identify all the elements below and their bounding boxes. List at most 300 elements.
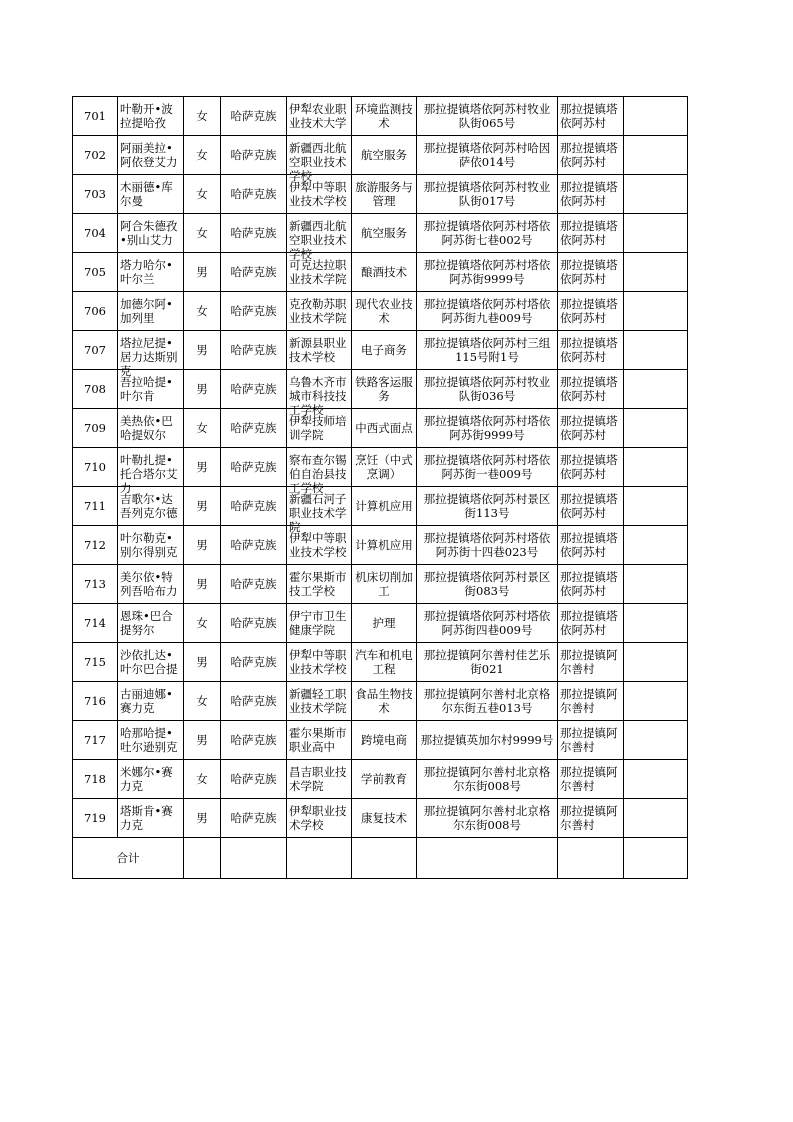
village-cell <box>558 526 624 565</box>
table-row <box>73 760 688 799</box>
table-row <box>73 682 688 721</box>
name-cell <box>118 487 184 526</box>
ethnicity-text: 哈萨克族 <box>230 343 277 357</box>
gender-text: 男 <box>196 343 208 357</box>
name-cell <box>118 370 184 409</box>
school-text: 新疆西北航空职业技术学校 <box>289 141 347 183</box>
address-text: 那拉提镇阿尔善村北京格尔东街008号 <box>423 765 551 793</box>
name-text: 米娜尔•赛力克 <box>120 765 173 793</box>
gender-cell <box>184 136 221 175</box>
village-text: 那拉提镇塔依阿苏村 <box>560 375 618 403</box>
major-text: 铁路客运服务 <box>355 375 413 403</box>
school-cell <box>287 409 352 448</box>
major-text: 航空服务 <box>361 226 407 240</box>
row-number-cell <box>73 331 118 370</box>
address-text: 那拉提镇塔依阿苏村塔依阿苏街9999号 <box>423 414 551 442</box>
gender-text: 女 <box>196 109 208 123</box>
school-text: 克孜勒苏职业技术学院 <box>289 297 347 325</box>
ethnicity-text: 哈萨克族 <box>230 694 277 708</box>
gender-cell <box>184 604 221 643</box>
school-text: 霍尔果斯市职业高中 <box>289 726 347 754</box>
name-text: 叶勒开•波拉提哈孜 <box>120 102 173 130</box>
name-text: 阿丽美拉•阿依登艾力 <box>120 141 178 169</box>
table-row <box>73 799 688 838</box>
school-text: 新疆石河子职业技术学院 <box>289 492 347 534</box>
major-text: 康复技术 <box>361 811 407 825</box>
gender-text: 男 <box>196 382 208 396</box>
address-text: 那拉提镇塔依阿苏村三组115号附1号 <box>423 336 551 364</box>
ethnicity-cell <box>221 799 287 838</box>
name-text: 哈那哈提•吐尔逊别克 <box>120 726 178 754</box>
village-text: 那拉提镇阿尔善村 <box>560 726 618 754</box>
row-number-text: 705 <box>84 265 106 279</box>
village-text: 那拉提镇塔依阿苏村 <box>560 258 618 286</box>
table-row <box>73 136 688 175</box>
address-cell <box>417 565 558 604</box>
total-cell <box>352 838 417 879</box>
address-text: 那拉提镇塔依阿苏村塔依阿苏街十四巷023号 <box>423 531 551 559</box>
ethnicity-cell <box>221 643 287 682</box>
school-cell <box>287 253 352 292</box>
village-cell <box>558 799 624 838</box>
major-cell <box>352 565 417 604</box>
ethnicity-text: 哈萨克族 <box>230 460 277 474</box>
school-text: 伊犁农业职业技术大学 <box>289 102 347 130</box>
address-text: 那拉提镇塔依阿苏村塔依阿苏街九巷009号 <box>423 297 551 325</box>
name-cell <box>118 799 184 838</box>
ethnicity-cell <box>221 136 287 175</box>
major-text: 跨境电商 <box>361 733 407 747</box>
major-text: 航空服务 <box>361 148 407 162</box>
major-cell <box>352 448 417 487</box>
major-text: 现代农业技术 <box>355 297 413 325</box>
empty-cell <box>624 136 688 175</box>
name-cell <box>118 331 184 378</box>
ethnicity-text: 哈萨克族 <box>230 187 277 201</box>
village-text: 那拉提镇塔依阿苏村 <box>560 453 618 481</box>
school-cell <box>287 487 352 534</box>
ethnicity-cell <box>221 526 287 565</box>
ethnicity-text: 哈萨克族 <box>230 304 277 318</box>
ethnicity-text: 哈萨克族 <box>230 616 277 630</box>
name-text: 叶尔勒克•别尔得别克 <box>120 531 178 559</box>
row-number-cell <box>73 214 118 253</box>
student-table <box>72 96 688 879</box>
empty-cell <box>624 292 688 331</box>
gender-cell <box>184 760 221 799</box>
address-text: 那拉提镇阿尔善村北京格尔东街五巷013号 <box>423 687 551 715</box>
gender-cell <box>184 643 221 682</box>
table-body <box>73 97 688 838</box>
major-text: 计算机应用 <box>355 499 413 513</box>
name-cell <box>118 526 184 565</box>
address-cell <box>417 487 558 526</box>
village-cell <box>558 331 624 370</box>
village-cell <box>558 565 624 604</box>
row-number-text: 708 <box>84 382 106 396</box>
village-cell <box>558 370 624 409</box>
major-cell <box>352 526 417 565</box>
village-cell <box>558 448 624 487</box>
school-text: 可克达拉职业技术学院 <box>289 258 347 286</box>
name-text: 叶勒扎提•托合塔尔艾力 <box>120 453 178 495</box>
empty-cell <box>624 253 688 292</box>
row-number-text: 717 <box>84 733 106 747</box>
ethnicity-cell <box>221 97 287 136</box>
gender-cell <box>184 682 221 721</box>
table-row <box>73 370 688 409</box>
empty-cell <box>624 565 688 604</box>
name-text: 阿合朱德孜•别山艾力 <box>120 219 178 247</box>
school-text: 昌吉职业技术学院 <box>289 765 347 793</box>
school-cell <box>287 448 352 495</box>
name-cell <box>118 136 184 175</box>
row-number-text: 707 <box>84 343 106 357</box>
empty-cell <box>624 409 688 448</box>
total-cell <box>287 838 352 879</box>
address-text: 那拉提镇英加尔村9999号 <box>420 733 554 747</box>
address-text: 那拉提镇塔依阿苏村塔依阿苏街9999号 <box>423 258 551 286</box>
row-number-cell <box>73 760 118 799</box>
name-cell <box>118 721 184 760</box>
address-text: 那拉提镇塔依阿苏村塔依阿苏街一巷009号 <box>423 453 551 481</box>
name-text: 恩珠•巴合提努尔 <box>120 609 173 637</box>
gender-text: 女 <box>196 694 208 708</box>
gender-cell <box>184 253 221 292</box>
name-cell <box>118 448 184 495</box>
empty-cell <box>624 487 688 526</box>
school-text: 伊宁市卫生健康学院 <box>289 609 347 637</box>
ethnicity-text: 哈萨克族 <box>230 382 277 396</box>
gender-cell <box>184 487 221 526</box>
gender-text: 女 <box>196 421 208 435</box>
table-row <box>73 175 688 214</box>
school-cell <box>287 97 352 136</box>
major-cell <box>352 409 417 448</box>
row-number-text: 709 <box>84 421 106 435</box>
gender-text: 男 <box>196 733 208 747</box>
gender-cell <box>184 799 221 838</box>
empty-cell <box>624 604 688 643</box>
major-cell <box>352 136 417 175</box>
row-number-cell <box>73 136 118 175</box>
ethnicity-cell <box>221 604 287 643</box>
name-text: 古丽迪娜•赛力克 <box>120 687 173 715</box>
row-number-text: 716 <box>84 694 106 708</box>
school-text: 伊犁中等职业技术学校 <box>289 648 347 676</box>
address-text: 那拉提镇塔依阿苏村塔依阿苏街七巷002号 <box>423 219 551 247</box>
row-number-text: 702 <box>84 148 106 162</box>
row-number-cell <box>73 253 118 292</box>
row-number-cell <box>73 370 118 409</box>
school-cell <box>287 682 352 721</box>
school-cell <box>287 643 352 682</box>
school-text: 伊犁技师培训学院 <box>289 414 347 442</box>
ethnicity-text: 哈萨克族 <box>230 265 277 279</box>
row-number-cell <box>73 643 118 682</box>
name-cell <box>118 253 184 292</box>
ethnicity-cell <box>221 331 287 370</box>
village-cell <box>558 604 624 643</box>
gender-text: 女 <box>196 148 208 162</box>
major-cell <box>352 643 417 682</box>
gender-text: 男 <box>196 460 208 474</box>
row-number-cell <box>73 175 118 214</box>
name-cell <box>118 409 184 448</box>
row-number-text: 710 <box>84 460 106 474</box>
major-text: 机床切削加工 <box>355 570 413 598</box>
gender-text: 女 <box>196 304 208 318</box>
village-text: 那拉提镇塔依阿苏村 <box>560 102 618 130</box>
ethnicity-text: 哈萨克族 <box>230 811 277 825</box>
row-number-text: 711 <box>84 499 106 513</box>
row-number-text: 713 <box>84 577 106 591</box>
gender-cell <box>184 97 221 136</box>
village-text: 那拉提镇塔依阿苏村 <box>560 414 618 442</box>
ethnicity-text: 哈萨克族 <box>230 226 277 240</box>
school-cell <box>287 214 352 261</box>
address-text: 那拉提镇塔依阿苏村塔依阿苏街四巷009号 <box>423 609 551 637</box>
address-cell <box>417 682 558 721</box>
name-cell <box>118 292 184 331</box>
total-cell <box>184 838 221 879</box>
major-text: 汽车和机电工程 <box>355 648 413 676</box>
village-text: 那拉提镇塔依阿苏村 <box>560 180 618 208</box>
name-text: 木丽德•库尔曼 <box>120 180 173 208</box>
address-text: 那拉提镇塔依阿苏村景区街083号 <box>423 570 551 598</box>
name-cell <box>118 760 184 799</box>
village-cell <box>558 760 624 799</box>
ethnicity-text: 哈萨克族 <box>230 109 277 123</box>
ethnicity-cell <box>221 448 287 487</box>
gender-text: 女 <box>196 772 208 786</box>
table-row <box>73 292 688 331</box>
school-cell <box>287 331 352 370</box>
row-number-cell <box>73 409 118 448</box>
school-cell <box>287 370 352 417</box>
gender-cell <box>184 565 221 604</box>
school-cell <box>287 760 352 799</box>
name-cell <box>118 643 184 682</box>
table-row <box>73 214 688 253</box>
village-text: 那拉提镇塔依阿苏村 <box>560 492 618 520</box>
row-number-text: 714 <box>84 616 106 630</box>
address-cell <box>417 253 558 292</box>
name-text: 吾拉哈提•叶尔肯 <box>120 375 173 403</box>
gender-cell <box>184 409 221 448</box>
address-cell <box>417 292 558 331</box>
name-text: 吉歌尔•达吾列克尔德 <box>120 492 178 520</box>
major-cell <box>352 97 417 136</box>
village-text: 那拉提镇塔依阿苏村 <box>560 219 618 247</box>
table-row <box>73 331 688 370</box>
address-text: 那拉提镇塔依阿苏村牧业队街065号 <box>423 102 551 130</box>
major-text: 计算机应用 <box>355 538 413 552</box>
name-text: 塔斯肯•赛力克 <box>120 804 173 832</box>
name-cell <box>118 97 184 136</box>
table-row <box>73 448 688 487</box>
school-text: 伊犁中等职业技术学校 <box>289 180 347 208</box>
empty-cell <box>624 97 688 136</box>
school-cell <box>287 604 352 643</box>
name-text: 塔拉尼提•居力达斯别克 <box>120 336 178 378</box>
address-cell <box>417 370 558 409</box>
row-number-text: 718 <box>84 772 106 786</box>
village-cell <box>558 643 624 682</box>
ethnicity-cell <box>221 682 287 721</box>
ethnicity-cell <box>221 253 287 292</box>
address-cell <box>417 97 558 136</box>
major-cell <box>352 682 417 721</box>
school-text: 新疆西北航空职业技术学校 <box>289 219 347 261</box>
row-number-cell <box>73 799 118 838</box>
village-text: 那拉提镇塔依阿苏村 <box>560 609 618 637</box>
village-cell <box>558 253 624 292</box>
village-text: 那拉提镇塔依阿苏村 <box>560 297 618 325</box>
village-cell <box>558 682 624 721</box>
major-text: 旅游服务与管理 <box>355 180 413 208</box>
school-text: 新疆轻工职业技术学院 <box>289 687 347 715</box>
gender-text: 男 <box>196 499 208 513</box>
table-row <box>73 409 688 448</box>
major-cell <box>352 487 417 526</box>
major-cell <box>352 214 417 253</box>
school-cell <box>287 292 352 331</box>
village-cell <box>558 487 624 526</box>
ethnicity-text: 哈萨克族 <box>230 499 277 513</box>
row-number-text: 712 <box>84 538 106 552</box>
row-number-text: 703 <box>84 187 106 201</box>
empty-cell <box>624 526 688 565</box>
village-text: 那拉提镇塔依阿苏村 <box>560 570 618 598</box>
gender-cell <box>184 721 221 760</box>
gender-text: 男 <box>196 811 208 825</box>
table-row <box>73 643 688 682</box>
address-cell <box>417 136 558 175</box>
table-row <box>73 487 688 526</box>
village-cell <box>558 721 624 760</box>
ethnicity-text: 哈萨克族 <box>230 148 277 162</box>
village-cell <box>558 175 624 214</box>
village-text: 那拉提镇阿尔善村 <box>560 804 618 832</box>
village-text: 那拉提镇塔依阿苏村 <box>560 336 618 364</box>
gender-text: 女 <box>196 226 208 240</box>
ethnicity-text: 哈萨克族 <box>230 655 277 669</box>
row-number-cell <box>73 682 118 721</box>
major-cell <box>352 175 417 214</box>
school-text: 霍尔果斯市技工学校 <box>289 570 347 598</box>
ethnicity-cell <box>221 721 287 760</box>
empty-cell <box>624 448 688 487</box>
empty-cell <box>624 643 688 682</box>
village-cell <box>558 136 624 175</box>
name-cell <box>118 565 184 604</box>
village-text: 那拉提镇阿尔善村 <box>560 765 618 793</box>
village-text: 那拉提镇阿尔善村 <box>560 687 618 715</box>
name-cell <box>118 604 184 643</box>
village-cell <box>558 97 624 136</box>
row-number-cell <box>73 292 118 331</box>
table-row <box>73 721 688 760</box>
address-cell <box>417 721 558 760</box>
ethnicity-cell <box>221 565 287 604</box>
address-text: 那拉提镇塔依阿苏村哈因萨依014号 <box>423 141 551 169</box>
total-cell <box>417 838 558 879</box>
empty-cell <box>624 175 688 214</box>
gender-cell <box>184 370 221 409</box>
school-cell <box>287 799 352 838</box>
major-cell <box>352 370 417 409</box>
name-text: 美热依•巴哈提奴尔 <box>120 414 173 442</box>
row-number-cell <box>73 97 118 136</box>
major-text: 环境监测技术 <box>355 102 413 130</box>
row-number-cell <box>73 487 118 526</box>
address-cell <box>417 526 558 565</box>
school-text: 察布查尔锡伯自治县技工学校 <box>289 453 347 495</box>
major-cell <box>352 331 417 370</box>
major-text: 酿酒技术 <box>361 265 407 279</box>
major-cell <box>352 292 417 331</box>
major-text: 中西式面点 <box>355 421 413 435</box>
empty-cell <box>624 214 688 253</box>
row-number-cell <box>73 604 118 643</box>
table-row <box>73 604 688 643</box>
row-number-cell <box>73 448 118 487</box>
major-cell <box>352 721 417 760</box>
school-text: 伊犁中等职业技术学校 <box>289 531 347 559</box>
ethnicity-text: 哈萨克族 <box>230 421 277 435</box>
empty-cell <box>624 370 688 409</box>
total-row <box>73 838 688 879</box>
table-row <box>73 526 688 565</box>
village-text: 那拉提镇阿尔善村 <box>560 648 618 676</box>
gender-cell <box>184 175 221 214</box>
empty-cell <box>624 682 688 721</box>
address-cell <box>417 409 558 448</box>
school-text: 新源县职业技术学校 <box>289 336 347 364</box>
table-row <box>73 253 688 292</box>
school-cell <box>287 721 352 760</box>
empty-cell <box>624 331 688 370</box>
ethnicity-cell <box>221 214 287 253</box>
table-row <box>73 565 688 604</box>
ethnicity-text: 哈萨克族 <box>230 772 277 786</box>
name-text: 沙依扎达•叶尔巴合提 <box>120 648 178 676</box>
major-cell <box>352 604 417 643</box>
ethnicity-cell <box>221 760 287 799</box>
ethnicity-cell <box>221 487 287 526</box>
row-number-text: 706 <box>84 304 106 318</box>
gender-text: 男 <box>196 265 208 279</box>
address-cell <box>417 331 558 370</box>
village-cell <box>558 292 624 331</box>
school-cell <box>287 175 352 214</box>
school-text: 伊犁职业技术学校 <box>289 804 347 832</box>
address-text: 那拉提镇阿尔善村佳艺乐街021 <box>423 648 551 676</box>
name-text: 塔力哈尔•叶尔兰 <box>120 258 173 286</box>
gender-text: 男 <box>196 655 208 669</box>
row-number-cell <box>73 565 118 604</box>
address-cell <box>417 799 558 838</box>
major-text: 学前教育 <box>361 772 407 786</box>
name-cell <box>118 175 184 214</box>
address-cell <box>417 214 558 253</box>
address-text: 那拉提镇塔依阿苏村牧业队街036号 <box>423 375 551 403</box>
address-cell <box>417 604 558 643</box>
address-text: 那拉提镇塔依阿苏村牧业队街017号 <box>423 180 551 208</box>
major-cell <box>352 760 417 799</box>
gender-text: 女 <box>196 616 208 630</box>
